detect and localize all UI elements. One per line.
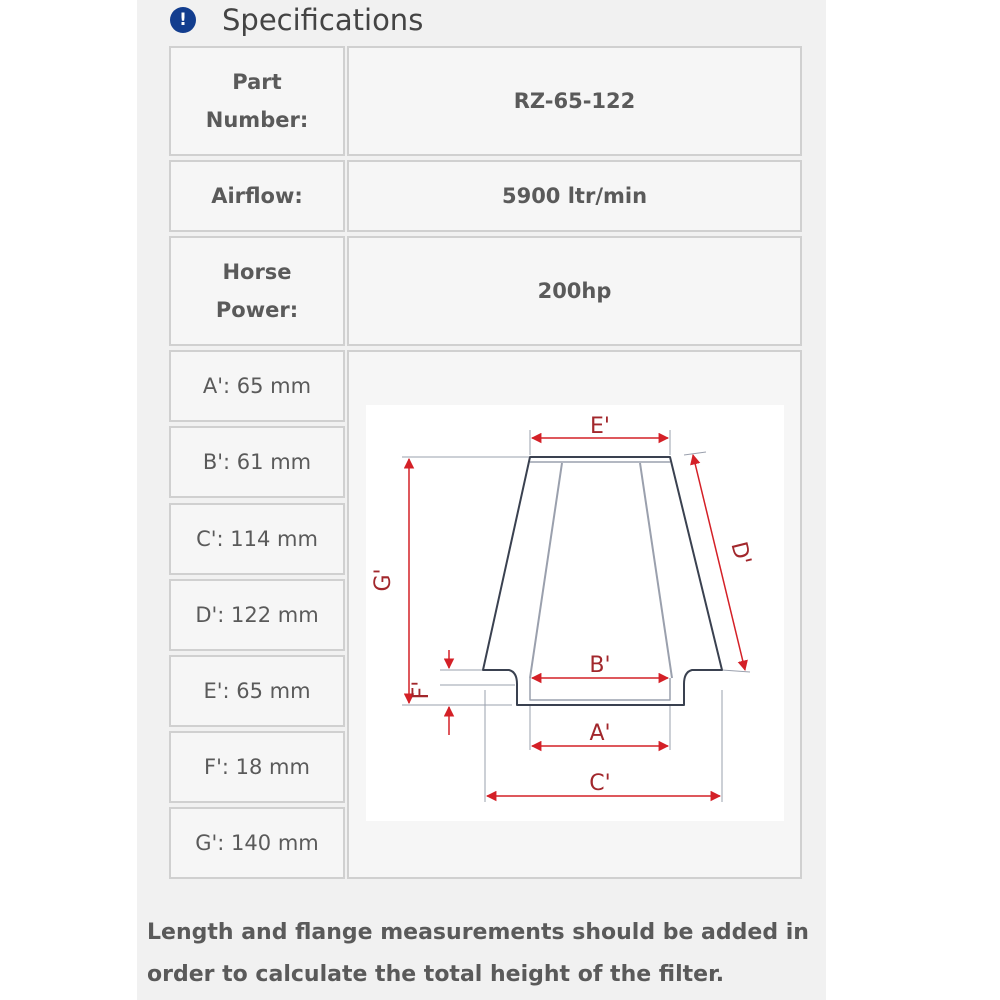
spec-label-cell [169, 46, 345, 156]
label-b: B' [589, 653, 611, 678]
dimension-arrows [409, 438, 745, 796]
label-g: G' [371, 568, 396, 592]
spec-label-cell [169, 236, 345, 346]
label-e: E' [590, 414, 610, 439]
dimension-cell [169, 807, 345, 879]
dimension-cell [169, 350, 345, 422]
dimension-cell [169, 503, 345, 575]
dimension-cell [169, 426, 345, 498]
filter-diagram [366, 405, 784, 821]
label-c: C' [589, 771, 611, 796]
dimension-g: G': 140 mm [195, 831, 319, 855]
dimension-cell [169, 731, 345, 803]
dimension-c: C': 114 mm [196, 527, 318, 551]
section-header [170, 0, 423, 40]
filter-diagram-svg [366, 405, 784, 821]
label-d: D' [725, 539, 756, 568]
spec-label-part-number: Part Number: [205, 70, 309, 132]
spec-value-part-number: RZ-65-122 [513, 89, 636, 113]
dimension-f: F': 18 mm [204, 755, 310, 779]
dimension-b: B': 61 mm [202, 450, 312, 474]
spec-value-cell [347, 160, 802, 232]
spec-value-cell [347, 46, 802, 156]
measurement-note: Length and flange measurements should be added in order to calculate the total height of the filter. [147, 920, 809, 987]
spec-value-cell [347, 236, 802, 346]
info-icon: ! [170, 7, 196, 33]
label-f: F' [409, 680, 434, 700]
spec-value-airflow: 5900 ltr/min [501, 184, 648, 208]
label-a: A' [589, 721, 611, 746]
dimension-a: A': 65 mm [202, 374, 312, 398]
spec-label-horse-power: Horse Power: [215, 260, 299, 322]
dimension-cell [169, 579, 345, 651]
spec-label-airflow: Airflow: [211, 184, 303, 208]
spec-value-horse-power: 200hp [537, 279, 612, 303]
dimension-e: E': 65 mm [203, 679, 311, 703]
dimension-d: D': 122 mm [195, 603, 319, 627]
dimension-cell [169, 655, 345, 727]
section-title: Specifications [222, 3, 424, 37]
spec-label-cell [169, 160, 345, 232]
